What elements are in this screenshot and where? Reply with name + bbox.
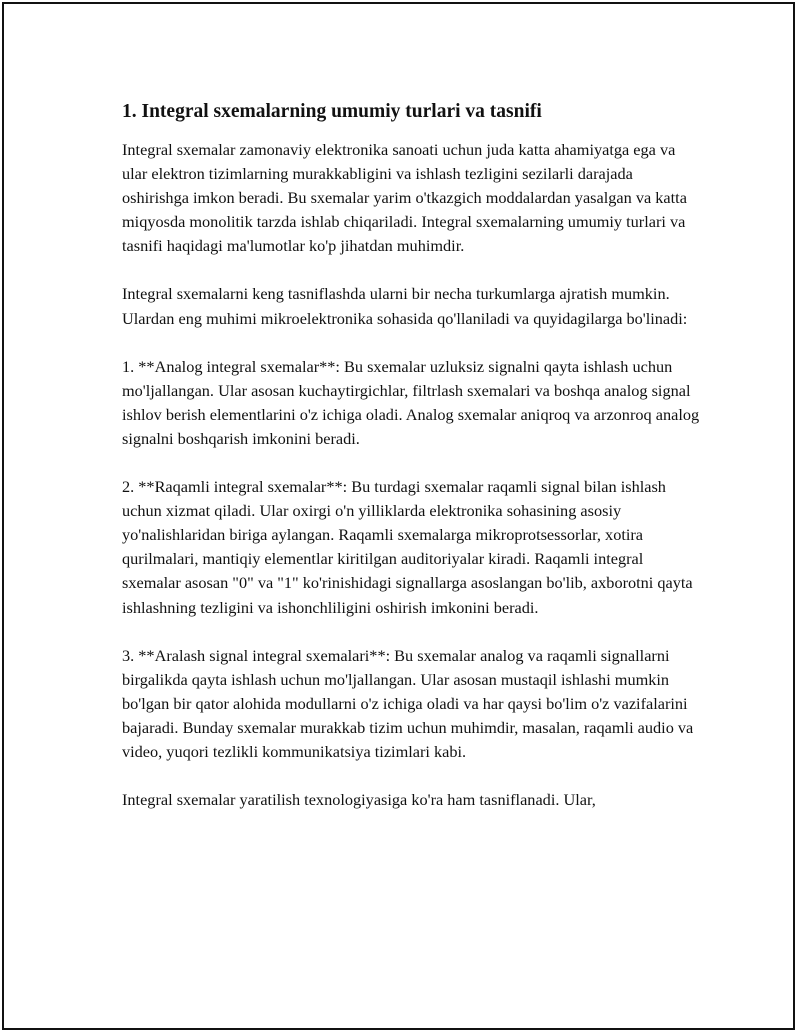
list-item-mixed-signal: 3. **Aralash signal integral sxemalari**: Bu sxemalar analog va raqamli signallarni birgalikda qayta ishlash uchun mo'ljallangan. Ular asosan mustaqil ishlashi mumkin bo'lgan bir qator alohida modullarni o'z ichiga oladi va har qaysi bo'lim o'z vazifalarini bajaradi. Bunday sxemalar murakkab tizim uchun muhimdir, masalan, raqamli audio va video, yuqori tezlikli kommunikatsiya tizimlari kabi. <box>122 645 694 761</box>
paragraph-intro: Integral sxemalar zamonaviy elektronika sanoati uchun juda katta ahamiyatga ega va ular elektron tizimlarning murakkabligini va ishlash tezligini sezilarli darajada oshirishga imkon beradi. Bu sxemalar yarim o'tkazgich moddalardan yasalgan va katta miqyosda monolitik tarzda ishlab chiqariladi. Integral sxemalarning umumiy turlari va tasnifi haqidagi ma'lumotlar ko'p jihatdan muhimdir. <box>122 140 687 256</box>
list-item-digital: 2. **Raqamli integral sxemalar**: Bu turdagi sxemalar raqamli signal bilan ishlash uchun xizmat qiladi. Ular oxirgi o'n yilliklarda elektronika sohasining asosiy yo'nalishlaridan biriga aylangan. Raqamli sxemalarga mikroprotsessorlar, xotira qurilmalari, mantiqiy elementlar kiritilgan auditoriyalar kiradi. Raqamli integral sxemalar asosan "0" va "1" ko'rinishidagi signallarga asoslangan bo'lib, axborotni qayta ishlashning tezligini va ishonchliligini oshirish imkonini beradi. <box>122 477 693 617</box>
document-body <box>122 100 702 836</box>
paragraph-classification: Integral sxemalarni keng tasniflashda ularni bir necha turkumlarga ajratish mumkin. Ulardan eng muhimi mikroelektronika sohasida qo'llaniladi va quyidagilarga bo'linadi: <box>122 284 688 328</box>
list-item-analog: 1. **Analog integral sxemalar**: Bu sxemalar uzluksiz signalni qayta ishlash uchun mo'ljallangan. Ular asosan kuchaytirgichlar, filtrlash sxemalari va boshqa analog signal ishlov berish elementlarini o'z ichiga oladi. Analog sxemalar aniqroq va arzonroq analog signalni boshqarish imkonini beradi. <box>122 356 700 448</box>
document-title: 1. Integral sxemalarning umumiy turlari va tasnifi <box>122 101 542 122</box>
paragraph-technology: Integral sxemalar yaratilish texnologiyasiga ko'ra ham tasniflanadi. Ular, <box>122 790 596 810</box>
document-page <box>2 2 795 1030</box>
